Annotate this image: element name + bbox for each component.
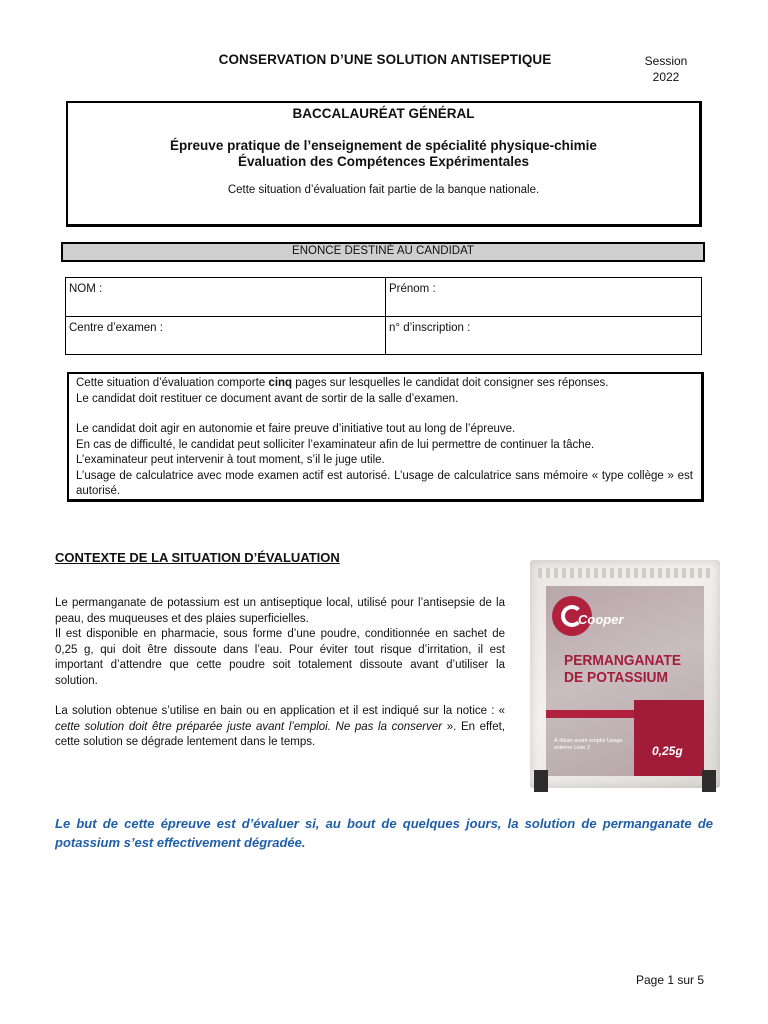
epreuve-title xyxy=(68,138,699,170)
bac-title: BACCALAURÉAT GÉNÉRAL xyxy=(292,106,475,121)
instruction-calculatrice: L’usage de calculatrice avec mode examen actif est autorisé. L’usage de calculatrice sans mémoire « type collège » est autorisé. xyxy=(76,469,693,497)
field-centre[interactable] xyxy=(66,317,386,355)
sachet-product-line-2: DE POTASSIUM xyxy=(564,669,669,686)
sachet-label-block xyxy=(634,700,704,776)
instruction-pages-count: cinq xyxy=(268,377,293,389)
sachet-product-line-1: PERMANGANATE xyxy=(564,652,682,669)
context-heading: CONTEXTE DE LA SITUATION D’ÉVALUATION xyxy=(55,550,340,565)
context-paragraph-3 xyxy=(55,704,505,751)
page-number: Page 1 sur 5 xyxy=(636,973,705,987)
goal-statement: Le but de cette épreuve est d’évaluer si, au bout de quelques jours, la solution de permanganate de potassium s’est effectivement dégradée. xyxy=(55,816,713,850)
instruction-autonomie: Le candidat doit agir en autonomie et faire preuve d’initiative tout au long de l’épreuve. xyxy=(76,423,516,435)
permanganate-sachet-photo xyxy=(530,560,720,788)
session-year: 2022 xyxy=(652,70,680,84)
sachet-seal xyxy=(538,568,712,578)
sachet-usage: À diluer avant emploi Usage externe Liste 2 xyxy=(554,738,623,751)
sachet-product-name xyxy=(564,652,702,686)
field-prenom-label: Prénom : xyxy=(389,283,436,295)
instruction-restitution: Le candidat doit restituer ce document avant de sortir de la salle d’examen. xyxy=(76,392,459,405)
context-p3-quote: cette solution doit être préparée juste avant l’emploi. Ne pas la conserver xyxy=(55,720,443,733)
session-label xyxy=(630,53,702,85)
banque-note: Cette situation d’évaluation fait partie de la banque nationale. xyxy=(227,184,540,196)
field-nom[interactable] xyxy=(66,278,386,317)
field-centre-label: Centre d’examen : xyxy=(69,322,163,334)
instruction-difficulte: En cas de difficulté, le candidat peut solliciter l’examinateur afin de lui permettre de continuer la tâche. xyxy=(76,438,595,451)
instruction-pages-b: pages sur lesquelles le candidat doit consigner ses réponses. xyxy=(292,377,609,389)
candidate-info-table xyxy=(65,277,702,355)
exam-header-box xyxy=(66,101,702,227)
sachet-tab-left xyxy=(534,770,548,792)
field-prenom[interactable] xyxy=(386,278,702,317)
field-inscription[interactable] xyxy=(386,317,702,355)
document-title: CONSERVATION D’UNE SOLUTION ANTISEPTIQUE xyxy=(218,52,552,67)
epreuve-line-2: Évaluation des Compétences Expérimentales xyxy=(237,154,530,169)
instructions-box xyxy=(67,372,704,502)
session-text: Session xyxy=(644,54,688,68)
context-p3-b: ». En effet, cette solution se dégrade lentement dans le temps. xyxy=(55,720,505,748)
sachet-weight: 0,25g xyxy=(652,744,683,758)
epreuve-line-1: Épreuve pratique de l’enseignement de spécialité physique-chimie xyxy=(170,138,597,153)
context-p3-a: La solution obtenue s’utilise en bain ou en application et il est indiqué sur la notice : « xyxy=(55,705,505,717)
instruction-examinateur: L’examinateur peut intervenir à tout moment, s’il le juge utile. xyxy=(76,454,385,466)
context-text xyxy=(55,596,505,751)
context-paragraph-2: Il est disponible en pharmacie, sous forme d’une poudre, conditionnée en sachet de 0,25 g, qui doit être dissoute dans l’eau. Pour éviter tout risque d’irritation, il est important d’attendre que cette poudre soit totalement dissoute avant d’utiliser la solution. xyxy=(55,628,505,687)
field-inscription-label: n° d’inscription : xyxy=(389,322,471,334)
enonce-banner: ENONCE DESTINÉ AU CANDIDAT xyxy=(61,242,705,262)
context-paragraph-1: Le permanganate de potassium est un antiseptique local, utilisé pour l’antisepsie de la peau, des muqueuses et des plaies superficielles. xyxy=(55,597,505,625)
instruction-pages xyxy=(76,376,693,392)
instruction-pages-a: Cette situation d’évaluation comporte xyxy=(76,377,269,389)
sachet-brand: Cooper xyxy=(578,612,624,627)
sachet-tab-right xyxy=(702,770,716,792)
field-nom-label: NOM : xyxy=(69,283,103,295)
